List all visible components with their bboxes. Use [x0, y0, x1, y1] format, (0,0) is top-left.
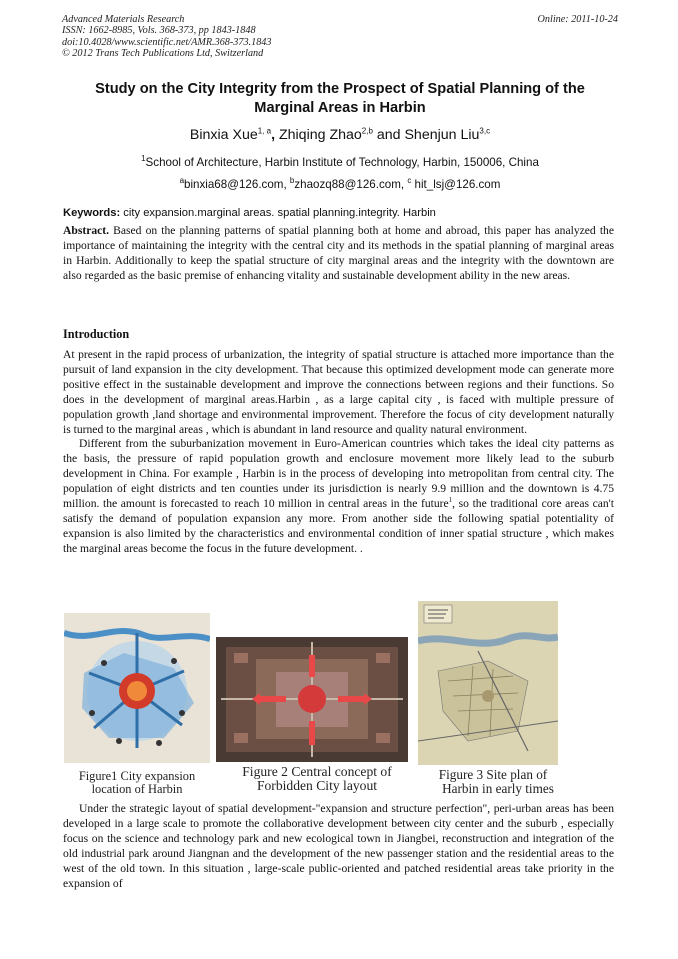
author-name: Shenjun Liu	[404, 127, 480, 143]
body-text	[63, 802, 614, 891]
section-heading: Introduction	[63, 327, 130, 341]
keywords-label: Keywords:	[63, 207, 121, 219]
caption-line: Figure 2 Central concept of	[242, 764, 392, 779]
title-line-1: Study on the City Integrity from the Prospect of Spatial Planning of the	[95, 81, 585, 97]
email-a: binxia68@126.com,	[184, 178, 290, 191]
email-mark: b	[289, 176, 295, 186]
paragraph-text: , so the traditional core areas can't satisfy the demand of population expansion any more. From another side the following spatial potentiality of expansion is also limited by the characteristics and environmental condition of inner spatial structure , which makes the marginal areas become the focus in the future development. .	[63, 497, 614, 555]
caption-line: location of Harbin	[91, 782, 183, 796]
caption-line: Forbidden City layout	[256, 778, 378, 793]
paragraph: At present in the rapid process of urbanization, the integrity of spatial structure is attached more importance than the pursuit of land expansion in the city development. That because this optimized development mode can generate more positive effect in the sustainable development and improve the connections between regions and their functions. So does in the development of marginal areas.Harbin , as a large capital city , is faced with multiple pressure of population growth ,land shortage and environmental improvement. Therefore the focus of city development naturally is turned to the marginal areas , which is abundant in land resource and quality natural environment.	[63, 348, 614, 436]
affiliation	[62, 155, 618, 170]
keywords-text: city expansion.marginal areas. spatial planning.integrity. Harbin	[120, 207, 436, 219]
introduction-body	[63, 348, 614, 557]
online-date: Online: 2011-10-24	[537, 14, 618, 25]
author-list	[62, 126, 618, 144]
email-b: zhaozq88@126.com,	[294, 178, 408, 191]
keywords	[63, 206, 619, 220]
author-affil-mark: 3,c	[479, 126, 491, 136]
author-emails	[62, 177, 618, 192]
paragraph-text: Different from the suburbanization movement in Euro-American countries which takes the ideal city patterns as the basis, the pressure of rapid population growth and enclosure movement more likely lead to the suburb development in China. For example , Harbin is in the process of developing into metropolitan from central city. The population of eight districts and ten counties under its jurisdiction is nearly 9.9 million and the downtown is 4.75 million. the amount is forecasted to reach 10 million in central areas in the future	[63, 437, 614, 511]
caption-line: Harbin in early times	[442, 781, 554, 796]
author-name: Zhiqing Zhao	[278, 127, 362, 143]
abstract-label: Abstract.	[63, 224, 110, 237]
journal-copyright: © 2012 Trans Tech Publications Ltd, Switzerland	[62, 48, 264, 60]
figure-1-image	[64, 613, 210, 763]
figure-3-image	[418, 601, 558, 765]
journal-doi: doi:10.4028/www.scientific.net/AMR.368-373.1843	[62, 36, 272, 48]
paragraph	[63, 437, 614, 556]
author-separator: ,	[271, 127, 279, 143]
email-mark: a	[179, 176, 185, 186]
author-affil-mark: 2,b	[361, 126, 373, 136]
journal-name: Advanced Materials Research	[62, 14, 185, 25]
caption-line: Figure 3 Site plan of	[438, 767, 548, 782]
email-mark: c	[407, 176, 412, 186]
paper-title	[62, 80, 618, 118]
abstract	[63, 224, 614, 284]
figure-2-caption	[222, 765, 412, 793]
caption-line: Figure1 City expansion	[78, 769, 196, 783]
abstract-text: Based on the planning patterns of spatial planning both at home and abroad, this paper has analyzed the importance of maintaining the integrity with the central city and its methods in the spatial planning of marginal areas in Harbin. Additionally to keep the spatial structure of city marginal areas and the integrity with the downtown are also regarded as the basic premise of enhancing vitality and sustainable development ability in the new areas.	[63, 224, 614, 282]
figure-3-caption	[418, 768, 568, 796]
email-c: hit_lsj@126.com	[411, 178, 501, 191]
author-name: Binxia Xue	[189, 127, 258, 143]
journal-header	[62, 14, 618, 60]
reference-mark: 1	[448, 496, 453, 505]
journal-issn: ISSN: 1662-8985, Vols. 368-373, pp 1843-1848	[62, 25, 256, 37]
paragraph: Under the strategic layout of spatial development-"expansion and structure perfection", peri-urban areas has been developed in a large scale to promote the collaborative development between city center and the suburb , especially focus on the science and technology park and new ecological town in Jiangbei, reconstruction and integration of the old industrial park around Jiangnan and the development of the new passenger station and the residential areas to the west of the old town. In this situation , large-scale public-oriented and patched residential areas take priority in the expansion of	[63, 802, 614, 890]
affiliation-text: School of Architecture, Harbin Institute of Technology, Harbin, 150006, China	[145, 156, 539, 169]
figure-1-caption	[64, 770, 210, 796]
figure-2-image	[216, 637, 408, 762]
author-separator: and	[372, 127, 405, 143]
author-affil-mark: 1, a	[257, 126, 272, 136]
affiliation-mark: 1	[141, 154, 146, 164]
title-line-2: Marginal Areas in Harbin	[254, 100, 426, 116]
